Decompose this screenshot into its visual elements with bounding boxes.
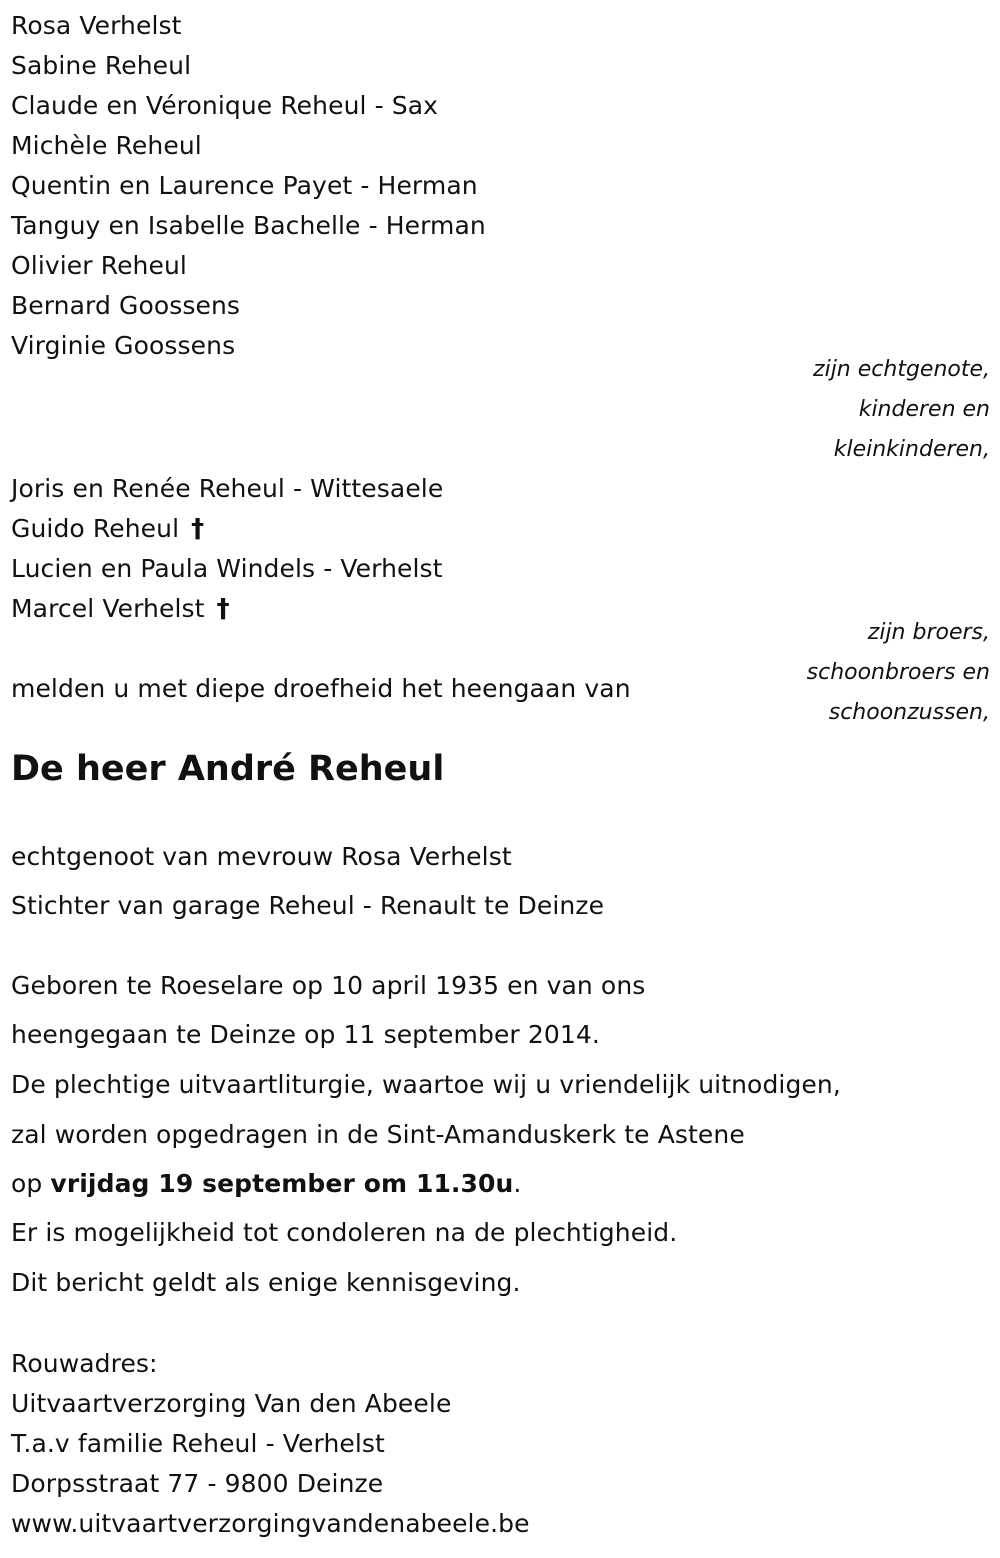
relation-line-3: kleinkinderen, bbox=[833, 437, 990, 462]
date-prefix: op bbox=[11, 1169, 51, 1198]
sibling-2 bbox=[11, 514, 204, 544]
address-label: Rouwadres: bbox=[11, 1349, 158, 1378]
family-name-6: Tanguy en Isabelle Bachelle - Herman bbox=[11, 211, 486, 240]
address-line-2: T.a.v familie Reheul - Verhelst bbox=[11, 1429, 385, 1458]
sibling-3 bbox=[11, 554, 443, 584]
family-name-9: Virginie Goossens bbox=[11, 331, 236, 360]
sibling-name: Guido Reheul bbox=[11, 514, 180, 543]
family-name-4: Michèle Reheul bbox=[11, 131, 202, 160]
date-suffix: . bbox=[513, 1169, 522, 1198]
family-name-2: Sabine Reheul bbox=[11, 51, 192, 80]
detail-notice: Dit bericht geldt als enige kennisgeving. bbox=[11, 1268, 521, 1297]
relation2-line-2: schoonbroers en bbox=[806, 660, 990, 685]
sibling-1 bbox=[11, 474, 443, 504]
sibling-name: Joris en Renée Reheul - Wittesaele bbox=[11, 474, 444, 503]
sibling-4 bbox=[11, 594, 230, 624]
sibling-name: Marcel Verhelst bbox=[11, 594, 205, 623]
relation-line-2: kinderen en bbox=[858, 397, 990, 422]
deceased-name: De heer André Reheul bbox=[11, 749, 445, 789]
family-name-3: Claude en Véronique Reheul - Sax bbox=[11, 91, 439, 120]
announcement-text: melden u met diepe droefheid het heengaan van bbox=[11, 674, 631, 703]
description-spouse: echtgenoot van mevrouw Rosa Verhelst bbox=[11, 842, 512, 871]
address-line-3: Dorpsstraat 77 - 9800 Deinze bbox=[11, 1469, 384, 1498]
date-bold: vrijdag 19 september om 11.30u bbox=[50, 1169, 514, 1198]
detail-date bbox=[11, 1169, 521, 1199]
detail-liturgy: De plechtige uitvaartliturgie, waartoe wij u vriendelijk uitnodigen, bbox=[11, 1070, 841, 1099]
cross-icon: † bbox=[216, 594, 230, 624]
description-founder: Stichter van garage Reheul - Renault te Deinze bbox=[11, 891, 605, 920]
detail-passed: heengegaan te Deinze op 11 september 2014. bbox=[11, 1020, 600, 1049]
relation2-line-3: schoonzussen, bbox=[828, 700, 990, 725]
sibling-name: Lucien en Paula Windels - Verhelst bbox=[11, 554, 443, 583]
detail-born: Geboren te Roeselare op 10 april 1935 en van ons bbox=[11, 971, 646, 1000]
cross-icon: † bbox=[191, 514, 205, 544]
detail-location: zal worden opgedragen in de Sint-Amanduskerk te Astene bbox=[11, 1120, 745, 1149]
family-name-5: Quentin en Laurence Payet - Herman bbox=[11, 171, 478, 200]
relation-line-1: zijn echtgenote, bbox=[813, 357, 990, 382]
family-name-8: Bernard Goossens bbox=[11, 291, 241, 320]
family-name-1: Rosa Verhelst bbox=[11, 11, 182, 40]
address-line-1: Uitvaartverzorging Van den Abeele bbox=[11, 1389, 452, 1418]
address-website-link[interactable]: www.uitvaartverzorgingvandenabeele.be bbox=[11, 1509, 530, 1538]
relation2-line-1: zijn broers, bbox=[867, 620, 990, 645]
detail-condolences: Er is mogelijkheid tot condoleren na de plechtigheid. bbox=[11, 1218, 678, 1247]
family-name-7: Olivier Reheul bbox=[11, 251, 187, 280]
